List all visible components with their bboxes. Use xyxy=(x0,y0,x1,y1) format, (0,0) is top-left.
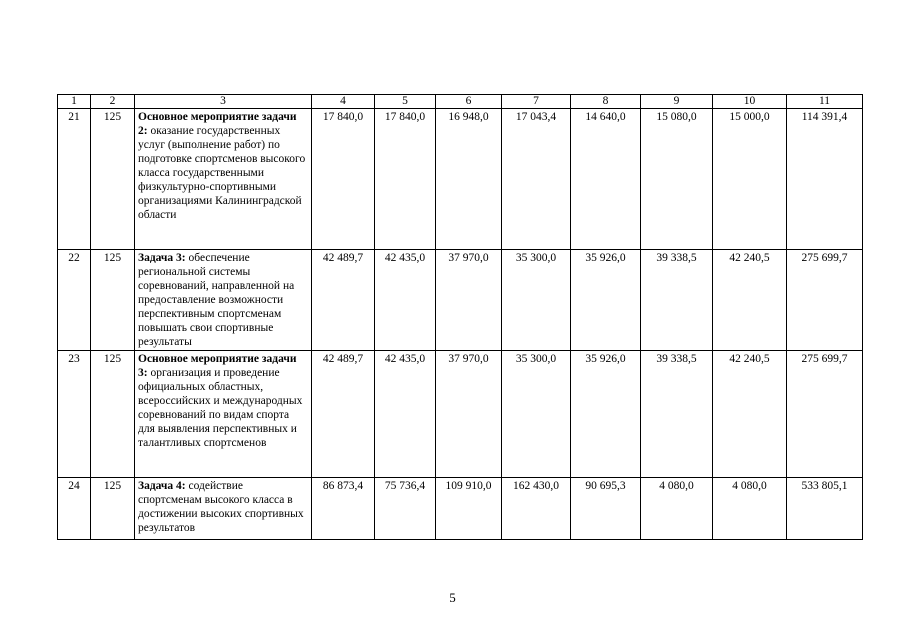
table-row xyxy=(58,478,863,540)
description-label: Задача 4: xyxy=(138,480,186,492)
value-cell: 90 695,3 xyxy=(571,478,641,540)
description-label: Основное мероприятие задачи 2: xyxy=(138,111,297,137)
value-cell: 42 240,5 xyxy=(713,250,787,351)
value-cell: 86 873,4 xyxy=(312,478,375,540)
value-cell: 37 970,0 xyxy=(436,351,502,478)
description-cell xyxy=(135,250,312,351)
code-cell: 125 xyxy=(91,109,135,250)
table-row xyxy=(58,109,863,250)
value-cell: 4 080,0 xyxy=(713,478,787,540)
header-cell: 10 xyxy=(713,95,787,109)
description-cell xyxy=(135,109,312,250)
value-cell: 35 926,0 xyxy=(571,250,641,351)
header-cell: 2 xyxy=(91,95,135,109)
value-cell: 15 000,0 xyxy=(713,109,787,250)
row-index-cell: 24 xyxy=(58,478,91,540)
header-cell: 8 xyxy=(571,95,641,109)
description-text: обеспечение региональной системы соревнований, направленной на предоставление возможности перспективным спортсменам повышать свои спортивные результаты xyxy=(138,252,295,348)
page-number: 5 xyxy=(449,590,456,605)
value-cell: 4 080,0 xyxy=(641,478,713,540)
header-cell: 1 xyxy=(58,95,91,109)
total-cell: 533 805,1 xyxy=(787,478,863,540)
value-cell: 17 043,4 xyxy=(502,109,571,250)
value-cell: 42 489,7 xyxy=(312,250,375,351)
description-label: Задача 3: xyxy=(138,252,186,264)
header-cell: 4 xyxy=(312,95,375,109)
description-cell xyxy=(135,351,312,478)
header-cell: 6 xyxy=(436,95,502,109)
value-cell: 42 435,0 xyxy=(375,250,436,351)
value-cell: 42 435,0 xyxy=(375,351,436,478)
header-cell: 5 xyxy=(375,95,436,109)
value-cell: 16 948,0 xyxy=(436,109,502,250)
value-cell: 42 489,7 xyxy=(312,351,375,478)
header-cell: 7 xyxy=(502,95,571,109)
description-cell xyxy=(135,478,312,540)
description-label: Основное мероприятие задачи 3: xyxy=(138,353,297,379)
value-cell: 109 910,0 xyxy=(436,478,502,540)
code-cell: 125 xyxy=(91,250,135,351)
header-cell: 9 xyxy=(641,95,713,109)
value-cell: 39 338,5 xyxy=(641,351,713,478)
value-cell: 35 926,0 xyxy=(571,351,641,478)
value-cell: 35 300,0 xyxy=(502,351,571,478)
table-row xyxy=(58,250,863,351)
code-cell: 125 xyxy=(91,478,135,540)
row-index-cell: 23 xyxy=(58,351,91,478)
total-cell: 275 699,7 xyxy=(787,250,863,351)
description-text: оказание государственных услуг (выполнение работ) по подготовке спортсменов высокого класса государственными физкультурно-спортивными организациями Калининградской области xyxy=(138,125,306,221)
value-cell: 42 240,5 xyxy=(713,351,787,478)
value-cell: 39 338,5 xyxy=(641,250,713,351)
value-cell: 15 080,0 xyxy=(641,109,713,250)
value-cell: 162 430,0 xyxy=(502,478,571,540)
value-cell: 37 970,0 xyxy=(436,250,502,351)
value-cell: 14 640,0 xyxy=(571,109,641,250)
data-table xyxy=(57,94,863,540)
value-cell: 17 840,0 xyxy=(312,109,375,250)
table-row xyxy=(58,351,863,478)
header-cell: 3 xyxy=(135,95,312,109)
value-cell: 75 736,4 xyxy=(375,478,436,540)
header-cell: 11 xyxy=(787,95,863,109)
header-row xyxy=(58,95,863,109)
description-text: организация и проведение официальных областных, всероссийских и международных соревнований по видам спорта для выявления перспективных и талантливых спортсменов xyxy=(138,367,303,449)
description-text: содействие спортсменам высокого класса в достижении высоких спортивных результатов xyxy=(138,480,304,534)
value-cell: 35 300,0 xyxy=(502,250,571,351)
value-cell: 17 840,0 xyxy=(375,109,436,250)
row-index-cell: 22 xyxy=(58,250,91,351)
total-cell: 275 699,7 xyxy=(787,351,863,478)
total-cell: 114 391,4 xyxy=(787,109,863,250)
row-index-cell: 21 xyxy=(58,109,91,250)
code-cell: 125 xyxy=(91,351,135,478)
